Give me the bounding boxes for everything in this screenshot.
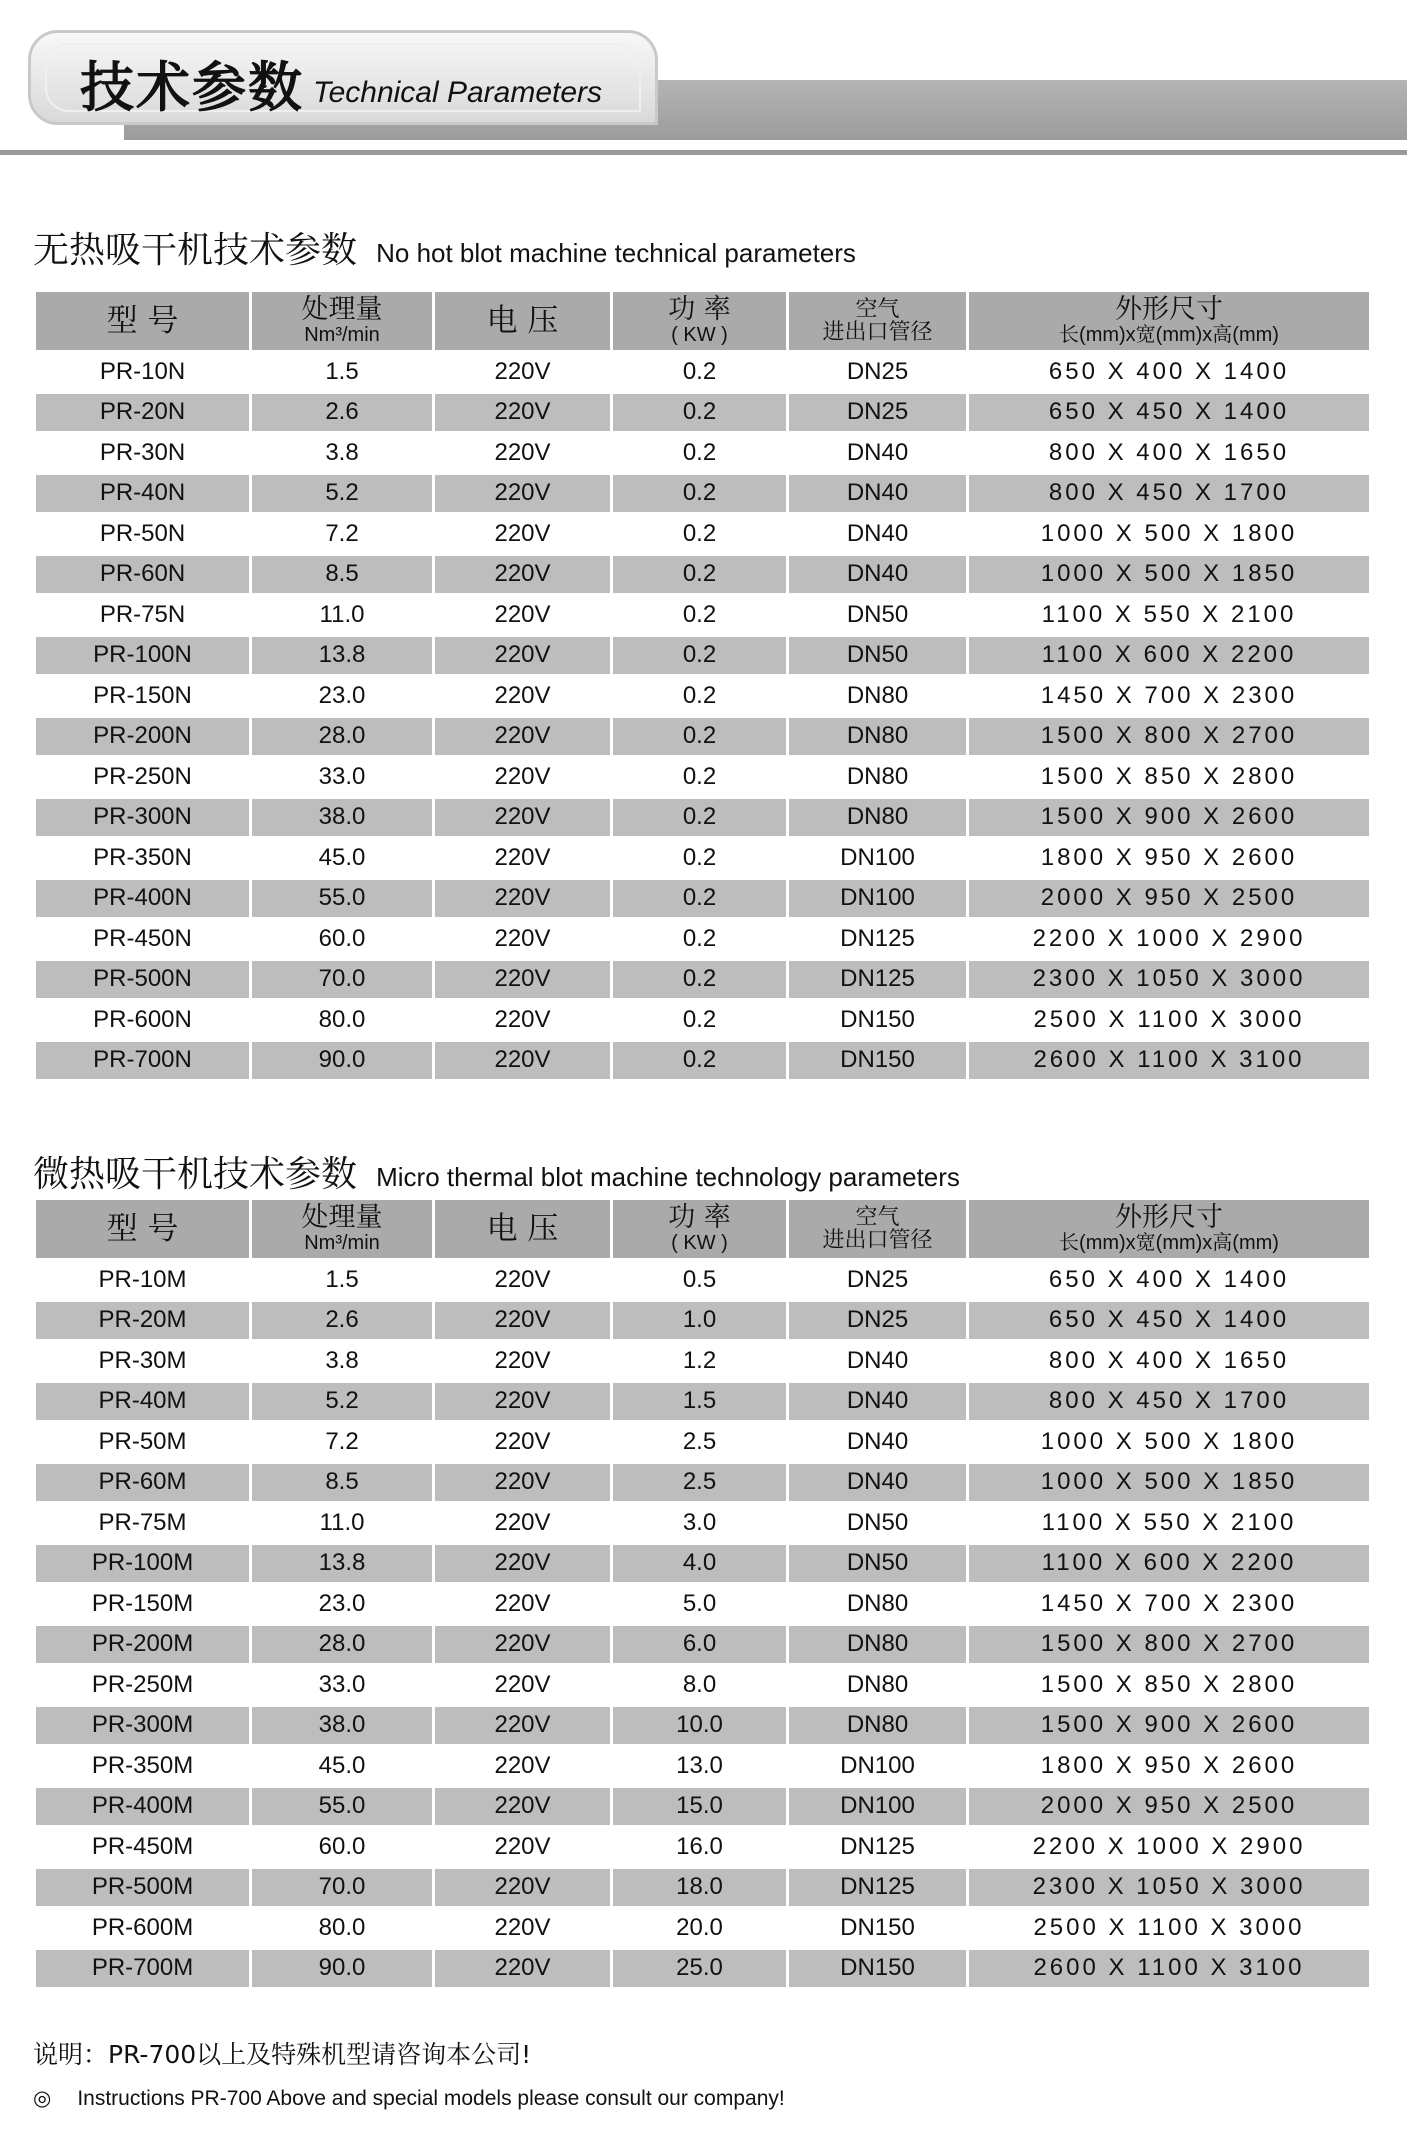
cell-model: PR-700N: [36, 1042, 249, 1080]
table-row: [36, 1342, 1369, 1380]
col-header-pipe: 空气 进出口管径: [789, 1200, 966, 1258]
cell-power: 0.2: [682, 924, 717, 952]
cell-dimensions: 1450 X 700 X 2300: [1040, 681, 1298, 709]
cell-dimensions: 2600 X 1100 X 3100: [969, 1042, 1369, 1080]
cell-pipe: DN125: [789, 1869, 966, 1907]
cell-pipe: DN125: [840, 924, 915, 952]
table-row: [36, 394, 1369, 432]
cell-voltage: 220V: [435, 394, 610, 432]
table-row: [36, 1707, 1369, 1745]
table-row: [36, 1950, 1369, 1988]
cell-power: 0.2: [682, 762, 717, 790]
cell-dimensions: 650 X 400 X 1400: [1048, 1265, 1290, 1293]
cell-power: 15.0: [613, 1788, 786, 1826]
col-header-voltage: 电 压: [435, 292, 610, 350]
cell-model: PR-200N: [36, 718, 249, 756]
cell-power: 3.0: [682, 1508, 717, 1536]
cell-flow: 55.0: [252, 880, 432, 918]
section-title-en: No hot blot machine technical parameters: [376, 238, 856, 268]
table-row: [36, 1464, 1369, 1502]
cell-pipe: DN80: [846, 1670, 909, 1698]
cell-model: PR-60M: [36, 1464, 249, 1502]
section-title-zh: 微热吸干机技术参数: [33, 1154, 358, 1195]
cell-dimensions: 1000 X 500 X 1850: [969, 556, 1369, 594]
spacer-cell: [969, 1082, 1369, 1108]
cell-power: 2.5: [682, 1427, 717, 1455]
table-row: [36, 515, 1369, 553]
cell-pipe: DN50: [789, 637, 966, 675]
cell-voltage: 220V: [435, 880, 610, 918]
cell-voltage: 220V: [494, 762, 551, 790]
cell-pipe: DN40: [846, 438, 909, 466]
cell-power: 25.0: [613, 1950, 786, 1988]
table-row: [36, 1869, 1369, 1907]
cell-flow: 2.6: [252, 394, 432, 432]
cell-voltage: 220V: [494, 438, 551, 466]
cell-pipe: DN40: [846, 519, 909, 547]
cell-flow: 3.8: [325, 1346, 359, 1374]
col-header-dimensions: 外形尺寸 长(mm)x宽(mm)x高(mm): [969, 1200, 1369, 1258]
table-row: [36, 556, 1369, 594]
table-row: [36, 799, 1369, 837]
table-row: [36, 1909, 1369, 1947]
cell-power: 0.2: [682, 843, 717, 871]
table-row: [36, 1828, 1369, 1866]
cell-dimensions: 650 X 400 X 1400: [1048, 357, 1290, 385]
cell-flow: 7.2: [325, 1427, 359, 1455]
cell-model: PR-600M: [91, 1913, 194, 1941]
cell-power: 8.0: [682, 1670, 717, 1698]
cell-voltage: 220V: [435, 1464, 610, 1502]
page-title: 技术参数: [80, 55, 304, 119]
cell-dimensions: 1500 X 900 X 2600: [969, 799, 1369, 837]
cell-model: PR-150N: [93, 681, 192, 709]
cell-model: PR-300N: [36, 799, 249, 837]
cell-model: PR-400M: [36, 1788, 249, 1826]
cell-power: 6.0: [613, 1626, 786, 1664]
cell-dimensions: 1800 X 950 X 2600: [1040, 1751, 1298, 1779]
cell-flow: 45.0: [318, 843, 366, 871]
cell-power: 16.0: [676, 1832, 723, 1860]
section-title-zh: 无热吸干机技术参数: [33, 230, 358, 271]
cell-dimensions: 1000 X 500 X 1800: [1040, 519, 1298, 547]
spacer-cell: [613, 1990, 786, 2016]
col-header-flow: 处理量 Nm³/min: [252, 1200, 432, 1258]
cell-voltage: 220V: [494, 1589, 551, 1617]
cell-model: PR-50N: [99, 519, 186, 547]
cell-pipe: DN40: [789, 1464, 966, 1502]
cell-pipe: DN40: [789, 1383, 966, 1421]
cell-voltage: 220V: [494, 1005, 551, 1033]
table-row: [36, 1302, 1369, 1340]
spacer-cell: [435, 1990, 610, 2016]
cell-dimensions: 1800 X 950 X 2600: [1040, 843, 1298, 871]
cell-flow: 13.8: [252, 637, 432, 675]
cell-power: 20.0: [676, 1913, 723, 1941]
table-row: [36, 758, 1369, 796]
cell-power: 1.2: [682, 1346, 717, 1374]
cell-flow: 11.0: [319, 1508, 365, 1536]
cell-power: 0.2: [682, 357, 717, 385]
cell-model: PR-100N: [36, 637, 249, 675]
cell-dimensions: 1500 X 800 X 2700: [969, 1626, 1369, 1664]
table-row: [36, 475, 1369, 513]
table-header-row: [36, 292, 1369, 350]
cell-dimensions: 1500 X 850 X 2800: [1040, 762, 1298, 790]
cell-dimensions: 800 X 400 X 1650: [1048, 438, 1290, 466]
cell-voltage: 220V: [494, 1913, 551, 1941]
cell-flow: 80.0: [318, 1913, 366, 1941]
cell-flow: 1.5: [325, 357, 359, 385]
cell-voltage: 220V: [435, 556, 610, 594]
spacer-cell: [252, 1990, 432, 2016]
cell-model: PR-75M: [98, 1508, 187, 1536]
col-header-flow: 处理量 Nm³/min: [252, 292, 432, 350]
spacer-cell: [789, 1082, 966, 1108]
cell-power: 4.0: [613, 1545, 786, 1583]
col-header-power: 功 率 ( KW ): [613, 292, 786, 350]
cell-power: 0.2: [682, 600, 717, 628]
cell-flow: 38.0: [252, 799, 432, 837]
cell-voltage: 220V: [494, 1508, 551, 1536]
cell-model: PR-250M: [91, 1670, 194, 1698]
cell-flow: 13.8: [252, 1545, 432, 1583]
cell-pipe: DN80: [789, 718, 966, 756]
cell-pipe: DN40: [789, 475, 966, 513]
cell-voltage: 220V: [494, 519, 551, 547]
table-row: [36, 1666, 1369, 1704]
cell-voltage: 220V: [435, 1302, 610, 1340]
col-header-power: 功 率 ( KW ): [613, 1200, 786, 1258]
table-row: [36, 920, 1369, 958]
cell-pipe: DN100: [789, 1788, 966, 1826]
cell-pipe: DN50: [846, 1508, 909, 1536]
cell-pipe: DN150: [789, 1950, 966, 1988]
cell-voltage: 220V: [435, 637, 610, 675]
cell-power: 0.2: [613, 880, 786, 918]
cell-model: PR-40M: [36, 1383, 249, 1421]
cell-voltage: 220V: [435, 1545, 610, 1583]
cell-voltage: 220V: [435, 475, 610, 513]
cell-voltage: 220V: [494, 1346, 551, 1374]
cell-power: 1.0: [613, 1302, 786, 1340]
cell-dimensions: 650 X 450 X 1400: [969, 394, 1369, 432]
table-row: [36, 1042, 1369, 1080]
cell-dimensions: 1500 X 800 X 2700: [969, 718, 1369, 756]
cell-dimensions: 2300 X 1050 X 3000: [969, 1869, 1369, 1907]
cell-dimensions: 650 X 450 X 1400: [969, 1302, 1369, 1340]
cell-flow: 33.0: [318, 762, 366, 790]
cell-model: PR-450N: [93, 924, 192, 952]
cell-dimensions: 1500 X 900 X 2600: [969, 1707, 1369, 1745]
cell-voltage: 220V: [435, 1869, 610, 1907]
cell-power: 5.0: [682, 1589, 717, 1617]
cell-model: PR-600N: [93, 1005, 192, 1033]
cell-voltage: 220V: [494, 1751, 551, 1779]
cell-flow: 60.0: [318, 924, 366, 952]
cell-power: 2.5: [613, 1464, 786, 1502]
page-subtitle: Technical Parameters: [313, 76, 603, 109]
cell-flow: 7.2: [325, 519, 359, 547]
cell-pipe: DN50: [789, 1545, 966, 1583]
cell-power: 0.5: [682, 1265, 717, 1293]
cell-dimensions: 1100 X 550 X 2100: [1041, 1508, 1297, 1536]
cell-flow: 8.5: [252, 1464, 432, 1502]
cell-pipe: DN100: [789, 880, 966, 918]
spacer-cell: [36, 1990, 249, 2016]
cell-voltage: 220V: [435, 1707, 610, 1745]
cell-voltage: 220V: [435, 1042, 610, 1080]
table-row: [36, 961, 1369, 999]
table-row: [36, 1747, 1369, 1785]
cell-dimensions: 1100 X 550 X 2100: [1041, 600, 1297, 628]
spacer-cell: [252, 1082, 432, 1108]
cell-model: PR-250N: [93, 762, 192, 790]
cell-pipe: DN25: [789, 1302, 966, 1340]
cell-dimensions: 2000 X 950 X 2500: [969, 1788, 1369, 1826]
cell-pipe: DN80: [846, 1589, 909, 1617]
cell-flow: 60.0: [318, 1832, 366, 1860]
table-row: [36, 677, 1369, 715]
note-chinese: 说明：PR-700以上及特殊机型请咨询本公司!: [33, 2040, 532, 2069]
cell-pipe: DN25: [789, 394, 966, 432]
cell-power: 0.2: [682, 1005, 717, 1033]
spacer-cell: [789, 1990, 966, 2016]
cell-flow: 70.0: [252, 1869, 432, 1907]
cell-voltage: 220V: [435, 718, 610, 756]
header-divider: [0, 150, 1407, 155]
col-header-pipe: 空气 进出口管径: [789, 292, 966, 350]
cell-pipe: DN40: [846, 1346, 909, 1374]
spacer-cell: [435, 1082, 610, 1108]
cell-dimensions: 1000 X 500 X 1850: [969, 1464, 1369, 1502]
cell-pipe: DN80: [846, 681, 909, 709]
cell-pipe: DN150: [840, 1005, 915, 1033]
cell-flow: 23.0: [318, 1589, 366, 1617]
cell-power: 13.0: [676, 1751, 723, 1779]
section-title-no-heat: [33, 222, 856, 273]
table-row: [36, 1504, 1369, 1542]
cell-flow: 33.0: [318, 1670, 366, 1698]
cell-voltage: 220V: [494, 600, 551, 628]
cell-pipe: DN80: [789, 1707, 966, 1745]
table-footer-spacer: [36, 1990, 1369, 2016]
cell-model: PR-400N: [36, 880, 249, 918]
cell-power: 0.2: [682, 681, 717, 709]
table-row: [36, 718, 1369, 756]
cell-model: PR-700M: [36, 1950, 249, 1988]
cell-power: 0.2: [613, 718, 786, 756]
cell-dimensions: 800 X 400 X 1650: [1048, 1346, 1290, 1374]
cell-flow: 55.0: [252, 1788, 432, 1826]
cell-power: 0.2: [613, 556, 786, 594]
cell-flow: 28.0: [252, 1626, 432, 1664]
circle-bullet-icon: ◎: [33, 2087, 52, 2110]
col-header-dimensions: 外形尺寸 长(mm)x宽(mm)x高(mm): [969, 292, 1369, 350]
table-row: [36, 1001, 1369, 1039]
cell-flow: 23.0: [318, 681, 366, 709]
cell-flow: 90.0: [252, 1042, 432, 1080]
cell-pipe: DN80: [846, 762, 909, 790]
cell-dimensions: 2500 X 1100 X 3000: [1033, 1913, 1305, 1941]
cell-flow: 28.0: [252, 718, 432, 756]
cell-voltage: 220V: [435, 1626, 610, 1664]
cell-model: PR-350M: [91, 1751, 194, 1779]
cell-voltage: 220V: [494, 357, 551, 385]
note-english: [33, 2086, 785, 2111]
cell-power: 0.2: [613, 961, 786, 999]
table-row: [36, 1261, 1369, 1299]
cell-dimensions: 1100 X 600 X 2200: [969, 1545, 1369, 1583]
cell-voltage: 220V: [435, 799, 610, 837]
cell-pipe: DN125: [840, 1832, 915, 1860]
cell-model: PR-500N: [36, 961, 249, 999]
cell-model: PR-20M: [36, 1302, 249, 1340]
cell-voltage: 220V: [494, 1427, 551, 1455]
cell-dimensions: 800 X 450 X 1700: [969, 1383, 1369, 1421]
cell-flow: 45.0: [318, 1751, 366, 1779]
cell-pipe: DN100: [840, 1751, 915, 1779]
table-row: [36, 880, 1369, 918]
spacer-cell: [36, 1082, 249, 1108]
cell-pipe: DN100: [840, 843, 915, 871]
cell-voltage: 220V: [494, 924, 551, 952]
table-row: [36, 596, 1369, 634]
cell-dimensions: 2200 X 1000 X 2900: [1032, 1832, 1306, 1860]
cell-model: PR-100M: [36, 1545, 249, 1583]
cell-flow: 70.0: [252, 961, 432, 999]
cell-voltage: 220V: [435, 1383, 610, 1421]
section-title-micro-heat: [33, 1146, 960, 1197]
cell-power: 0.2: [613, 799, 786, 837]
cell-model: PR-10N: [99, 357, 186, 385]
cell-power: 0.2: [682, 438, 717, 466]
cell-model: PR-20N: [36, 394, 249, 432]
cell-voltage: 220V: [494, 1832, 551, 1860]
cell-flow: 3.8: [325, 438, 359, 466]
spec-table-micro-heat: [33, 1197, 1372, 2019]
cell-dimensions: 1100 X 600 X 2200: [969, 637, 1369, 675]
cell-model: PR-40N: [36, 475, 249, 513]
cell-model: PR-300M: [36, 1707, 249, 1745]
table-row: [36, 839, 1369, 877]
cell-model: PR-60N: [36, 556, 249, 594]
cell-model: PR-200M: [36, 1626, 249, 1664]
cell-pipe: DN150: [840, 1913, 915, 1941]
cell-pipe: DN150: [789, 1042, 966, 1080]
cell-power: 0.2: [613, 637, 786, 675]
spec-table-no-heat: [33, 289, 1372, 1111]
cell-flow: 38.0: [252, 1707, 432, 1745]
section-title-en: Micro thermal blot machine technology parameters: [376, 1162, 960, 1192]
cell-voltage: 220V: [494, 681, 551, 709]
cell-voltage: 220V: [435, 961, 610, 999]
table-row: [36, 1626, 1369, 1664]
cell-model: PR-500M: [36, 1869, 249, 1907]
cell-model: PR-450M: [91, 1832, 194, 1860]
cell-flow: 5.2: [252, 1383, 432, 1421]
cell-power: 10.0: [613, 1707, 786, 1745]
cell-voltage: 220V: [494, 1265, 551, 1293]
cell-pipe: DN50: [846, 600, 909, 628]
spacer-cell: [969, 1990, 1369, 2016]
cell-model: PR-50M: [98, 1427, 187, 1455]
cell-dimensions: 2300 X 1050 X 3000: [969, 961, 1369, 999]
col-header-model: 型 号: [36, 292, 249, 350]
cell-dimensions: 2200 X 1000 X 2900: [1032, 924, 1306, 952]
cell-power: 18.0: [613, 1869, 786, 1907]
cell-voltage: 220V: [435, 1950, 610, 1988]
cell-power: 0.2: [613, 475, 786, 513]
cell-flow: 1.5: [325, 1265, 359, 1293]
cell-model: PR-10M: [98, 1265, 187, 1293]
cell-flow: 5.2: [252, 475, 432, 513]
table-row: [36, 637, 1369, 675]
cell-pipe: DN80: [789, 799, 966, 837]
table-row: [36, 1585, 1369, 1623]
spacer-cell: [613, 1082, 786, 1108]
cell-flow: 80.0: [318, 1005, 366, 1033]
cell-power: 0.2: [613, 1042, 786, 1080]
table-footer-spacer: [36, 1082, 1369, 1108]
col-header-voltage: 电 压: [435, 1200, 610, 1258]
cell-power: 0.2: [613, 394, 786, 432]
cell-flow: 8.5: [252, 556, 432, 594]
cell-model: PR-30N: [99, 438, 186, 466]
cell-voltage: 220V: [494, 843, 551, 871]
table-row: [36, 434, 1369, 472]
cell-flow: 11.0: [319, 600, 365, 628]
note-english-text: Instructions PR-700 Above and special models please consult our company!: [77, 2087, 785, 2110]
cell-model: PR-150M: [91, 1589, 194, 1617]
cell-model: PR-75N: [99, 600, 186, 628]
table-row: [36, 1383, 1369, 1421]
table-row: [36, 1545, 1369, 1583]
cell-pipe: DN25: [846, 1265, 909, 1293]
cell-dimensions: 2000 X 950 X 2500: [969, 880, 1369, 918]
cell-dimensions: 800 X 450 X 1700: [969, 475, 1369, 513]
table-row: [36, 1788, 1369, 1826]
cell-flow: 2.6: [252, 1302, 432, 1340]
table-row: [36, 353, 1369, 391]
cell-voltage: 220V: [494, 1670, 551, 1698]
cell-power: 1.5: [613, 1383, 786, 1421]
col-header-model: 型 号: [36, 1200, 249, 1258]
cell-pipe: DN80: [789, 1626, 966, 1664]
cell-pipe: DN25: [846, 357, 909, 385]
cell-pipe: DN40: [846, 1427, 909, 1455]
cell-dimensions: 1000 X 500 X 1800: [1040, 1427, 1298, 1455]
table-header-row: [36, 1200, 1369, 1258]
cell-dimensions: 2600 X 1100 X 3100: [969, 1950, 1369, 1988]
table-row: [36, 1423, 1369, 1461]
cell-pipe: DN40: [789, 556, 966, 594]
cell-flow: 90.0: [252, 1950, 432, 1988]
cell-model: PR-30M: [98, 1346, 187, 1374]
cell-dimensions: 1500 X 850 X 2800: [1040, 1670, 1298, 1698]
cell-dimensions: 2500 X 1100 X 3000: [1033, 1005, 1305, 1033]
cell-voltage: 220V: [435, 1788, 610, 1826]
cell-model: PR-350N: [93, 843, 192, 871]
cell-dimensions: 1450 X 700 X 2300: [1040, 1589, 1298, 1617]
cell-pipe: DN125: [789, 961, 966, 999]
cell-power: 0.2: [682, 519, 717, 547]
